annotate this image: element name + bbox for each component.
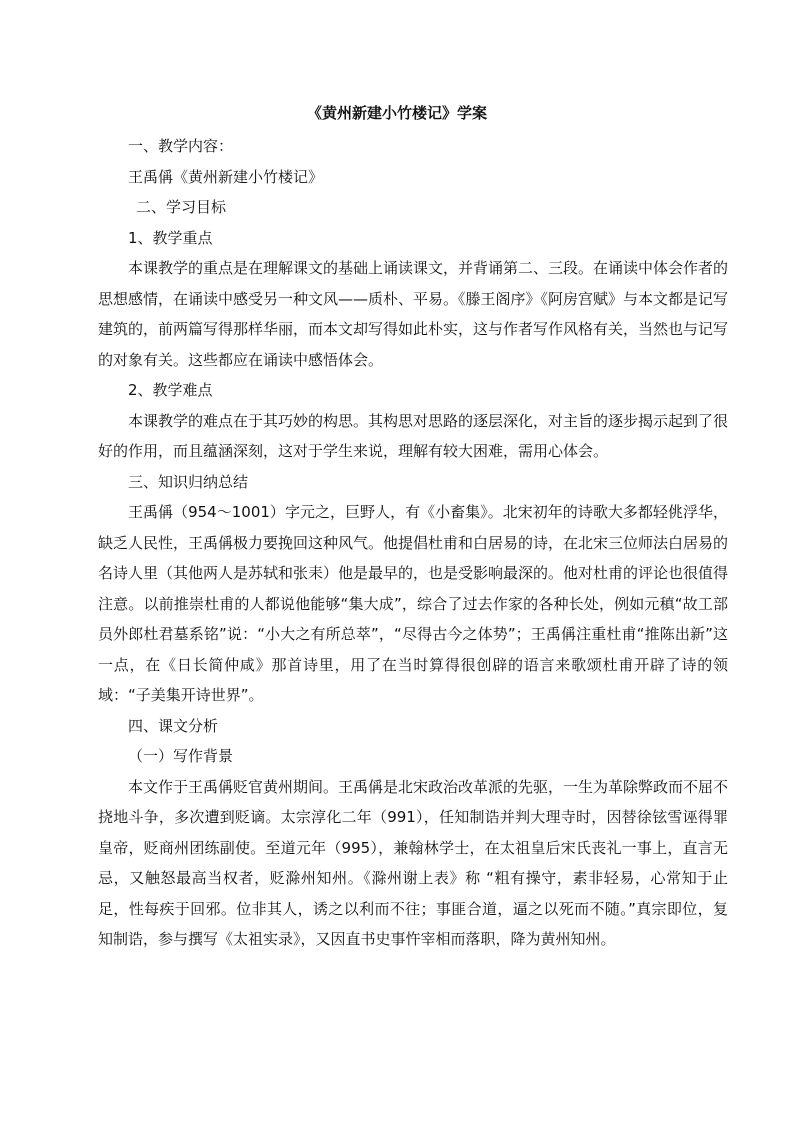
paragraph-teaching-difficulty: 本课教学的难点在于其巧妙的构思。其构思对思路的逐层深化，对主旨的逐步揭示起到了很好的作用，而且蕴涵深刻，这对于学生来说，理解有较大困难，需用心体会。 [98, 411, 729, 460]
section-heading-knowledge-summary: 三、知识归纳总结 [128, 472, 249, 491]
paragraph-writing-background: 本文作于王禹偁贬官黄州期间。王禹偁是北宋政治改革派的先驱，一生为革除弊政而不屈不挠地斗争，多次遭到贬谪。太宗淳化二年（991），任知制诰并判大理寺时，因替徐铉雪诬得罪皇帝，贬商州团练副使。至道元年（995），兼翰林学士，在太祖皇后宋氏丧礼一事上，直言无忌，又触怒最高当权者，贬滁州知州。《滁州谢上表》称 “粗有操守，素非轻易，心常知于止足，性每疾于回邪。位非其人，诱之以利而不往；事匪合道，逼之以死而不随。”真宗即位，复知制诰，参与撰写《太祖实录》，又因直书史事忤宰相而落职，降为黄州知州。 [98, 777, 729, 948]
section-heading-learning-goals: 二、学习目标 [136, 198, 227, 216]
subheading-teaching-difficulty: 2、教学难点 [128, 381, 213, 399]
subheading-writing-background: （一）写作背景 [128, 747, 234, 765]
teaching-content-text: 王禹偁《黄州新建小竹楼记》 [128, 167, 324, 186]
document-body [98, 131, 728, 955]
subheading-teaching-focus: 1、教学重点 [128, 228, 213, 247]
document-title: 《黄州新建小竹楼记》学案 [306, 104, 487, 122]
paragraph-knowledge-summary: 王禹偁（954～1001）字元之，巨野人，有《小畜集》。北宋初年的诗歌大多都轻佻浮华，缺乏人民性，王禹偁极力要挽回这种风气。他提倡杜甫和白居易的诗，在北宋三位师法白居易的名诗人里（其他两人是苏轼和张耒）他是最早的，也是受影响最深的。他对杜甫的评论也很值得注意。以前推崇杜甫的人都说他能够“集大成”，综合了过去作家的各种长处，例如元稹“故工部员外郎杜君墓系铭”说：“小大之有所总萃”，“尽得古今之体势”；王禹偁注重杜甫“推陈出新”这一点，在《日长简仲咸》那首诗里，用了在当时算得很创辟的语言来歌颂杜甫开辟了诗的领域：“子美集开诗世界”。 [98, 503, 729, 704]
section-heading-teaching-content: 一、教学内容： [128, 137, 234, 155]
paragraph-teaching-focus: 本课教学的重点是在理解课文的基础上诵读课文，并背诵第二、三段。在诵读中体会作者的思想感情，在诵读中感受另一种文风——质朴、平易。《滕王阁序》《阿房宫赋》与本文都是记写建筑的，前两篇写得那样华丽，而本文却写得如此朴实，这与作者写作风格有关，当然也与记写的对象有关。这些都应在诵读中感悟体会。 [98, 259, 729, 369]
section-heading-text-analysis: 四、课文分析 [128, 716, 219, 735]
